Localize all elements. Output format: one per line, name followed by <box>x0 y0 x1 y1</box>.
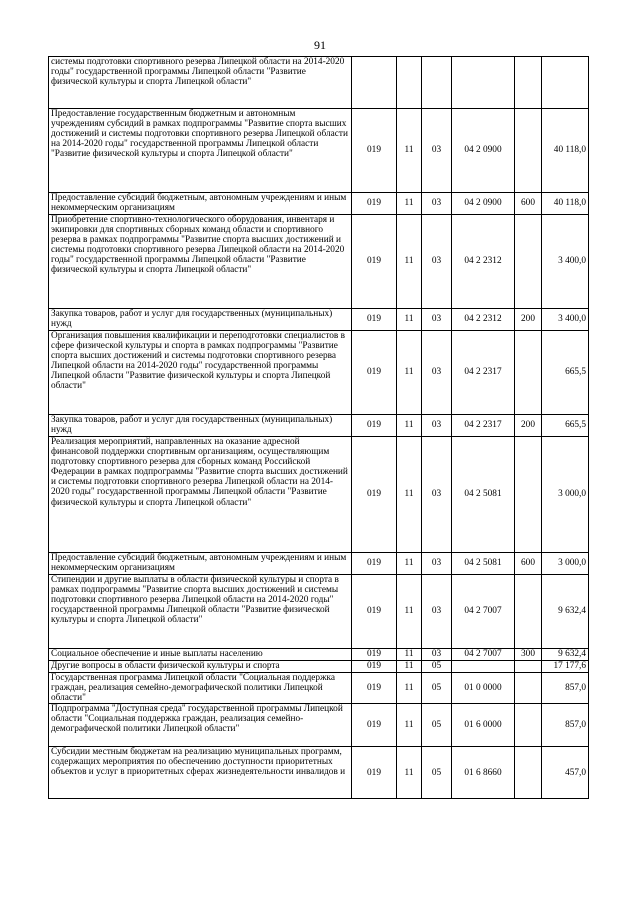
row-amount: 857,0 <box>542 673 589 704</box>
row-amount: 40 118,0 <box>542 193 589 215</box>
row-subsection-code <box>422 57 452 109</box>
page-number: 91 <box>314 38 326 52</box>
row-subsection-code: 03 <box>422 331 452 415</box>
row-subsection-code: 03 <box>422 415 452 437</box>
row-target-code: 01 6 0000 <box>452 704 515 747</box>
row-name: Другие вопросы в области физической культуры и спорта <box>49 661 352 673</box>
row-amount: 665,5 <box>542 415 589 437</box>
row-section-code: 11 <box>397 309 422 331</box>
row-target-code: 04 2 0900 <box>452 109 515 193</box>
row-section-code: 11 <box>397 331 422 415</box>
row-target-code: 04 2 7007 <box>452 649 515 661</box>
row-expense-type-code: 600 <box>515 553 542 575</box>
row-target-code: 04 2 2317 <box>452 415 515 437</box>
row-grbs-code: 019 <box>352 575 397 649</box>
row-grbs-code: 019 <box>352 309 397 331</box>
row-expense-type-code <box>515 57 542 109</box>
table-row <box>49 193 589 215</box>
row-name: Предоставление субсидий бюджетным, автономным учреждениям и иным некоммерческим организациям <box>49 553 352 575</box>
budget-table <box>48 56 589 799</box>
row-subsection-code: 03 <box>422 309 452 331</box>
row-subsection-code: 05 <box>422 747 452 799</box>
row-name: Закупка товаров, работ и услуг для государственных (муниципальных) нужд <box>49 415 352 437</box>
table-row <box>49 649 589 661</box>
row-amount: 665,5 <box>542 331 589 415</box>
row-section-code: 11 <box>397 747 422 799</box>
row-target-code <box>452 661 515 673</box>
row-grbs-code: 019 <box>352 331 397 415</box>
row-section-code: 11 <box>397 109 422 193</box>
table-row <box>49 415 589 437</box>
table-row <box>49 553 589 575</box>
row-target-code: 04 2 5081 <box>452 553 515 575</box>
row-grbs-code: 019 <box>352 109 397 193</box>
row-subsection-code: 05 <box>422 704 452 747</box>
row-section-code: 11 <box>397 193 422 215</box>
row-expense-type-code <box>515 215 542 309</box>
row-name: Стипендии и другие выплаты в области физической культуры и спорта в рамках подпрограммы "Развитие спорта высших достижений и системы подготовки спортивного резерва Липецкой области на 2014-2020 годы" государственной программы Липецкой области "Развитие физической культуры и спорта Липецкой области" <box>49 575 352 649</box>
row-target-code: 01 6 8660 <box>452 747 515 799</box>
row-grbs-code: 019 <box>352 649 397 661</box>
row-target-code <box>452 57 515 109</box>
row-section-code: 11 <box>397 649 422 661</box>
table-row <box>49 309 589 331</box>
row-section-code: 11 <box>397 215 422 309</box>
row-name: системы подготовки спортивного резерва Липецкой области на 2014-2020 годы" государственной программы Липецкой области "Развитие физической культуры и спорта Липецкой области" <box>49 57 352 109</box>
row-grbs-code: 019 <box>352 704 397 747</box>
row-subsection-code: 03 <box>422 575 452 649</box>
row-amount: 40 118,0 <box>542 109 589 193</box>
row-amount: 457,0 <box>542 747 589 799</box>
table-row <box>49 673 589 704</box>
row-grbs-code: 019 <box>352 553 397 575</box>
row-name: Организация повышения квалификации и переподготовки специалистов в сфере физической культуры и спорта в рамках подпрограммы "Развитие спорта высших достижений и системы подготовки спортивного резерва Липецкой области на 2014-2020 годы" государственной программы Липецкой области "Развитие физической культуры и спорта Липецкой области" <box>49 331 352 415</box>
row-amount: 3 000,0 <box>542 553 589 575</box>
row-subsection-code: 03 <box>422 437 452 553</box>
row-subsection-code: 03 <box>422 109 452 193</box>
row-subsection-code: 03 <box>422 193 452 215</box>
row-target-code: 04 2 0900 <box>452 193 515 215</box>
row-amount: 857,0 <box>542 704 589 747</box>
row-amount: 9 632,4 <box>542 575 589 649</box>
row-name: Приобретение спортивно-технологического оборудования, инвентаря и экипировки для спортивных сборных команд области и спортивного резерва в рамках подпрограммы "Развитие спорта высших достижений и системы подготовки спортивного резерва Липецкой области на 2014-2020 годы" государственной программы Липецкой области "Развитие физической культуры и спорта Липецкой области" <box>49 215 352 309</box>
row-grbs-code: 019 <box>352 193 397 215</box>
row-name: Государственная программа Липецкой области "Социальная поддержка граждан, реализация семейно-демографической политики Липецкой области" <box>49 673 352 704</box>
row-target-code: 04 2 7007 <box>452 575 515 649</box>
table-row <box>49 57 589 109</box>
table-row <box>49 661 589 673</box>
row-expense-type-code: 300 <box>515 649 542 661</box>
row-expense-type-code <box>515 704 542 747</box>
row-grbs-code: 019 <box>352 215 397 309</box>
table-row <box>49 575 589 649</box>
row-grbs-code: 019 <box>352 415 397 437</box>
row-name: Закупка товаров, работ и услуг для государственных (муниципальных) нужд <box>49 309 352 331</box>
row-expense-type-code <box>515 747 542 799</box>
row-amount: 3 000,0 <box>542 437 589 553</box>
row-subsection-code: 03 <box>422 215 452 309</box>
row-section-code: 11 <box>397 673 422 704</box>
row-section-code: 11 <box>397 661 422 673</box>
row-expense-type-code: 600 <box>515 193 542 215</box>
row-subsection-code: 03 <box>422 649 452 661</box>
row-target-code: 04 2 2312 <box>452 215 515 309</box>
row-name: Реализация мероприятий, направленных на оказание адресной финансовой поддержки спортивным организациям, осуществляющим подготовку спортивного резерва для сборных команд Российской Федерации в рамках подпрограммы "Развитие спорта высших достижений и системы подготовки спортивного резерва Липецкой области на 2014-2020 годы" государственной программы Липецкой области "Развитие физической культуры и спорта Липецкой области" <box>49 437 352 553</box>
row-subsection-code: 05 <box>422 661 452 673</box>
row-grbs-code: 019 <box>352 673 397 704</box>
row-name: Предоставление государственным бюджетным и автономным учреждениям субсидий в рамках подпрограммы "Развитие спорта высших достижений и системы подготовки спортивного резерва Липецкой области на 2014-2020 годы" государственной программы Липецкой области "Развитие физической культуры и спорта Липецкой области" <box>49 109 352 193</box>
row-section-code: 11 <box>397 704 422 747</box>
row-subsection-code: 03 <box>422 553 452 575</box>
row-name: Социальное обеспечение и иные выплаты населению <box>49 649 352 661</box>
row-section-code: 11 <box>397 575 422 649</box>
row-amount: 3 400,0 <box>542 215 589 309</box>
table-row <box>49 109 589 193</box>
row-section-code: 11 <box>397 415 422 437</box>
table-row <box>49 704 589 747</box>
row-target-code: 04 2 2312 <box>452 309 515 331</box>
row-section-code: 11 <box>397 437 422 553</box>
row-section-code <box>397 57 422 109</box>
row-expense-type-code <box>515 331 542 415</box>
row-expense-type-code: 200 <box>515 415 542 437</box>
row-grbs-code: 019 <box>352 747 397 799</box>
table-row <box>49 437 589 553</box>
row-target-code: 04 2 5081 <box>452 437 515 553</box>
row-amount <box>542 57 589 109</box>
row-amount: 3 400,0 <box>542 309 589 331</box>
row-subsection-code: 05 <box>422 673 452 704</box>
row-name: Субсидии местным бюджетам на реализацию муниципальных программ, содержащих мероприятия по обеспечению доступности приоритетных объектов и услуг в приоритетных сферах жизнедеятельности инвалидов и <box>49 747 352 799</box>
row-name: Подпрограмма "Доступная среда" государственной программы Липецкой области "Социальная поддержка граждан, реализация семейно-демографической политики Липецкой области" <box>49 704 352 747</box>
row-expense-type-code <box>515 575 542 649</box>
row-expense-type-code <box>515 673 542 704</box>
table-row <box>49 215 589 309</box>
row-expense-type-code: 200 <box>515 309 542 331</box>
row-expense-type-code <box>515 661 542 673</box>
row-expense-type-code <box>515 109 542 193</box>
row-amount: 9 632,4 <box>542 649 589 661</box>
row-grbs-code <box>352 57 397 109</box>
row-expense-type-code <box>515 437 542 553</box>
row-target-code: 04 2 2317 <box>452 331 515 415</box>
row-name: Предоставление субсидий бюджетным, автономным учреждениям и иным некоммерческим организациям <box>49 193 352 215</box>
row-grbs-code: 019 <box>352 661 397 673</box>
table-row <box>49 747 589 799</box>
row-section-code: 11 <box>397 553 422 575</box>
row-amount: 17 177,6 <box>542 661 589 673</box>
table-row <box>49 331 589 415</box>
row-grbs-code: 019 <box>352 437 397 553</box>
row-target-code: 01 0 0000 <box>452 673 515 704</box>
